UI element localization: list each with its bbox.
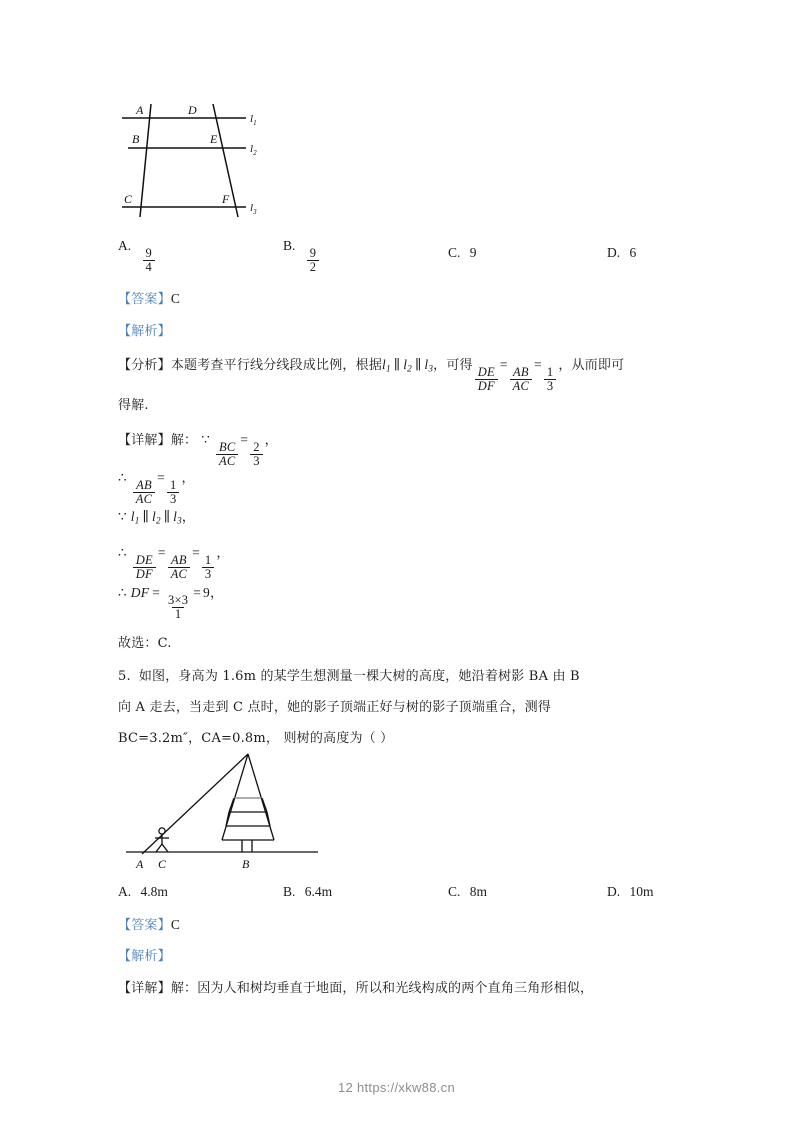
step1-because: ∵ [201, 432, 211, 447]
analysis-text-2: ，可得 [433, 358, 473, 373]
question4-step-5 [118, 583, 223, 621]
fraction-1-3-3: $\frac{1}{3}$ [202, 554, 214, 582]
q5-option-c[interactable]: C. 8m [448, 884, 488, 899]
question5-answer-row [118, 915, 180, 936]
step5-variable: DF [130, 585, 150, 600]
svg-text:A: A [136, 103, 144, 117]
analysis-text-1: 本题考查平行线分线段成比例，根据 [170, 358, 383, 373]
question5-stem-line-2: 向 A 走去，当走到 C 点时，她的影子顶端正好与树的影子顶端重合，测得 [118, 700, 552, 715]
fraction-9-2: $\frac{9}{2}$ [307, 247, 319, 275]
analysis-parallel-2: ∥ [414, 357, 422, 372]
question4-answer-row [118, 289, 180, 310]
svg-text:E: E [210, 132, 218, 146]
svg-text:D: D [188, 103, 197, 117]
question4-step-2 [118, 468, 195, 506]
step5-value: 9 [203, 585, 210, 600]
answer-value: C [170, 291, 181, 306]
fraction-1-3: $\frac{1}{3}$ [544, 366, 556, 394]
step1-equals: = [240, 432, 249, 447]
step3-end: ， [181, 510, 196, 525]
fraction-ab-ac-2: $\frac{AB}{AC}$ [133, 479, 155, 507]
question5-options [0, 884, 793, 918]
step5-therefore: ∴ [118, 585, 127, 600]
question5-stem-1: 如图，身高为 1.6m 的某学生想测量一棵大树的高度，她沿着树影 BA 由 B [138, 669, 580, 684]
explain-tag: 【解析】 [118, 324, 171, 339]
analysis-parallel-1: ∥ [393, 357, 401, 372]
question5-number: 5. [118, 669, 131, 684]
svg-text:C: C [124, 192, 133, 206]
svg-text:l1: $l_1$ [250, 113, 257, 127]
step4-equals-2: = [192, 545, 200, 560]
step5-end: ， [209, 586, 224, 601]
question5-stem-line-3: BC=3.2m″，CA=0.8m， 则树的高度为（ ） [118, 731, 394, 746]
fraction-1-3-2: $\frac{1}{3}$ [167, 479, 179, 507]
option-d[interactable]: D. 6 [607, 245, 637, 260]
option-a[interactable]: A. $\frac{9}{4}$ [118, 238, 157, 274]
fraction-9-4: $\frac{9}{4}$ [143, 247, 155, 275]
step5-equals-1: = [152, 585, 161, 600]
q5-detail-tag: 【详解】 [118, 981, 171, 996]
fraction-2-3: $\frac{2}{3}$ [250, 441, 262, 469]
analysis-equals-1: = [499, 357, 508, 372]
svg-text:F: F [222, 192, 230, 206]
step1-lead: 解： [170, 433, 198, 448]
q5-option-a[interactable]: A. 4.8m [118, 884, 168, 899]
question4-analysis-row [118, 355, 624, 393]
question4-options [0, 238, 793, 272]
analysis-text-3: ，从而即可 [558, 358, 625, 373]
analysis-text-4: 得解. [118, 398, 149, 413]
analysis-equals-2: = [534, 357, 542, 372]
fraction-ab-ac: $\frac{AB}{AC}$ [510, 366, 532, 394]
fraction-bc-ac: $\frac{BC}{AC}$ [216, 441, 238, 469]
svg-text:C: C [158, 857, 167, 871]
detail-tag: 【详解】 [118, 433, 171, 448]
step4-therefore: ∴ [118, 545, 127, 560]
analysis-l1: $l_1$ [382, 357, 391, 374]
figure-parallel-lines [118, 88, 288, 218]
fraction-de-df-2: $\frac{DE}{DF}$ [133, 554, 156, 582]
svg-text:B: B [242, 857, 250, 871]
svg-text:A: A [136, 857, 144, 871]
question5-detail-row [118, 978, 593, 999]
step5-equals-2: = [193, 585, 202, 600]
question4-step-3 [118, 507, 195, 531]
question4-conclusion: 故选：C. [118, 636, 172, 651]
analysis-l3: $l_3$ [424, 357, 434, 374]
q5-explain-tag: 【解析】 [118, 949, 171, 964]
q5-detail-text: 解：因为人和树均垂直于地面，所以和光线构成的两个直角三角形相似， [170, 981, 594, 996]
fraction-3x3-1: $\frac{3\times 3}{1}$ [168, 592, 189, 621]
step3-because: ∵ [118, 509, 127, 524]
option-c[interactable]: C. 9 [448, 245, 477, 260]
q5-answer-value: C [170, 917, 181, 932]
q5-option-b[interactable]: B. 6.4m [283, 884, 333, 899]
step2-end: ， [181, 471, 195, 486]
analysis-l2: $l_2$ [403, 357, 412, 374]
question4-step-4 [118, 543, 230, 581]
analysis-tag: 【分析】 [118, 358, 171, 373]
step3-parallel-2: ∥ [163, 509, 171, 524]
step4-end: ， [216, 546, 230, 561]
step4-equals-1: = [157, 545, 166, 560]
step3-l1: $l_1$ [130, 509, 140, 526]
step3-l3: $l_3$ [173, 509, 182, 526]
figure-tree-shadow [122, 748, 322, 874]
q5-option-d[interactable]: D. 10m [607, 884, 654, 899]
q5-answer-tag: 【答案】 [118, 918, 171, 933]
step3-parallel-1: ∥ [142, 509, 149, 524]
fraction-ab-ac-3: $\frac{AB}{AC}$ [168, 554, 190, 582]
step3-l2: $l_2$ [151, 509, 161, 526]
question4-explain-row [118, 321, 171, 342]
svg-text:B: B [132, 132, 140, 146]
step1-end: ， [264, 433, 278, 448]
fraction-de-df: $\frac{DE}{DF}$ [475, 366, 498, 394]
question5-explain-row [118, 946, 171, 967]
answer-tag: 【答案】 [118, 292, 171, 307]
option-b[interactable]: B. $\frac{9}{2}$ [283, 238, 321, 274]
page-footer-watermark: 12 https://xkw88.cn [338, 1080, 455, 1095]
step2-therefore: ∴ [118, 470, 127, 485]
svg-text:l2: $l_2$ [250, 143, 257, 157]
question4-step-1 [118, 430, 278, 468]
svg-text:l3: $l_3$ [250, 202, 257, 216]
question5-stem-line-1 [118, 666, 580, 687]
step2-equals: = [157, 470, 165, 485]
